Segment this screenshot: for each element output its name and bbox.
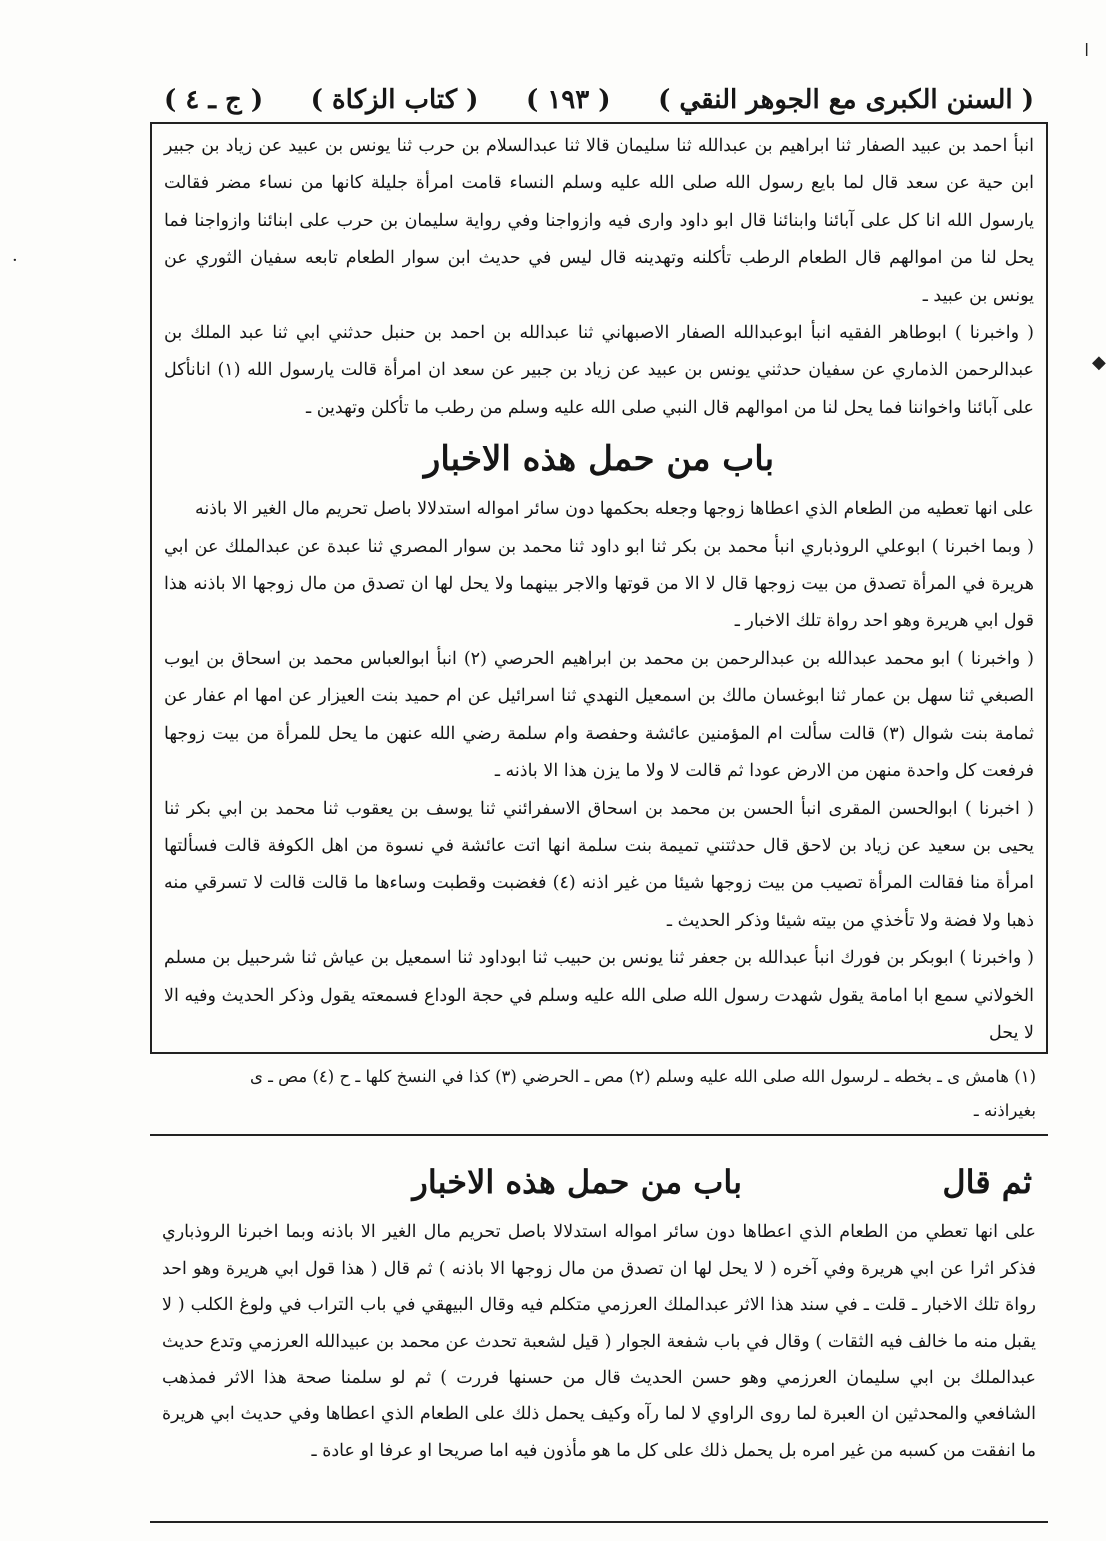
main-paragraph-7: ( واخبرنا ) ابوبكر بن فورك انبأ عبدالله بن جعفر ثنا يونس بن حبيب ثنا ابوداود ثنا اسمعيل بن عياش ثنا شرحبيل بن مسلم الخولاني سمع ابا امامة يقول شهدت رسول الله صلى الله عليه وسلم في حجة الوداع فسمعته يقول وذكر الحديث وفيه الا لا يحل bbox=[164, 948, 1034, 1043]
main-paragraph-6: ( اخبرنا ) ابوالحسن المقرى انبأ الحسن بن محمد بن اسحاق الاسفرائني ثنا يوسف بن يعقوب ثنا محمد بن ابي بكر ثنا يحيى بن سعيد عن زياد بن لاحق قال حدثتني تميمة بنت سلمة انها اتت عائشة في نسوة من اهل الكوفة قالت فسألتها امرأة منا فقالت المرأة تصيب من بيت زوجها شيئا من غير اذنه (٤) فغضبت وقطبت وساءها ما قالت قالت لا تسرقي منه ذهبا ولا فضة ولا تأخذي من بيته شيئا وذكر الحديث ـ bbox=[164, 798, 1035, 931]
chapter-heading: باب من حمل هذه الاخبار bbox=[423, 439, 775, 480]
page bbox=[150, 78, 1048, 1469]
commentary-section bbox=[150, 1150, 1048, 1469]
page-number: ( ١٩٣ ) bbox=[525, 85, 611, 115]
margin-mark-left: · bbox=[12, 250, 18, 271]
main-paragraph-5: ( واخبرنا ) ابو محمد عبدالله بن عبدالرحمن بن محمد بن ابراهيم الحرصي (٢) انبأ ابوالعباس محمد بن اسحاق بن ايوب الصبغي ثنا سهل بن عمار ثنا ابوغسان مالك بن اسمعيل النهدي ثنا اسرائيل عن ام حميد بنت العيزار عن امها ام عفار عن ثمامة بنت شوال (٣) قالت سألت ام المؤمنين عائشة وحفصة وام سلمة رضي الله عنهن ما يحل للمرأة من بيت زوجها فرفعت كل واحدة منهن من الارض عودا ثم قالت لا ولا ما يزن هذا الا باذنه ـ bbox=[164, 648, 1034, 782]
volume-number: ( ج ـ ٤ ) bbox=[164, 85, 264, 115]
running-head bbox=[150, 78, 1048, 122]
commentary-heading: باب من حمل هذه الاخبار bbox=[412, 1163, 742, 1202]
footnote-line-2: بغيراذنه ـ bbox=[973, 1101, 1036, 1121]
section-title: ( كتاب الزكاة ) bbox=[310, 85, 479, 115]
main-paragraph-2: ( واخبرنا ) ابوطاهر الفقيه انبأ ابوعبدالله الصفار الاصبهاني ثنا عبدالله بن احمد بن حنبل حدثني ابي ثنا عبد الملك بن عبدالرحمن الذماري عن سفيان حدثني يونس بن عبيد عن زياد بن جبير عن سعد ان امرأة قالت يارسول الله (١) انانأكل على آبائنا واخواننا فما يحل لنا من اموالهم قال النبي صلى الله عليه وسلم من رطب ما تأكلن وتهدين ـ bbox=[164, 323, 1034, 418]
main-paragraph-4: ( وبما اخبرنا ) ابوعلي الروذباري انبأ محمد بن بكر ثنا ابو داود ثنا محمد بن سوار المصري ثنا عبدة عن عبدالملك عن ابي هريرة في المرأة تصدق من بيت زوجها قال لا الا من قوتها والاجر بينهما ولا يحل لها ان تصدق من مال زوجها الا باذنه هذا قول ابي هريرة وهو احد رواة تلك الاخبار ـ bbox=[164, 536, 1034, 632]
main-paragraph-3: على انها تعطيه من الطعام الذي اعطاها زوجها وجعله بحكمها دون سائر امواله استدلالا باصل تحريم مال الغير الا باذنه bbox=[195, 499, 1034, 520]
main-text-box bbox=[150, 122, 1048, 1052]
commentary-qala: ثم قال bbox=[942, 1163, 1032, 1202]
margin-mark-middle: ◆ bbox=[1092, 352, 1106, 373]
commentary-divider bbox=[150, 1134, 1048, 1136]
footnotes bbox=[150, 1054, 1048, 1128]
commentary-paragraph: على انها تعطي من الطعام الذي اعطاها دون سائر امواله استدلالا باصل تحريم مال الغير الا باذنه وبما اخبرنا الروذباري فذكر اثرا عن ابي هريرة وفي آخره ( لا يحل لها ان تصدق من مال زوجها الا باذنه ) ثم قال ( هذا قول ابي هريرة وهو احد رواة تلك الاخبار ـ قلت ـ في سند هذا الاثر عبدالملك العرزمي متكلم فيه وقال البيهقي في باب التراب في ولوغ الكلب ( لا يقبل منه ما خالف فيه الثقات ) وقال في باب شفعة الجوار ( قيل لشعبة تحدث عن محمد بن عبيدالله العرزمي وتدع حديث عبدالملك بن ابي سليمان العرزمي وهو حسن الحديث قال من حسنها فررت ) ثم لو سلمنا صحة هذا الاثر فمذهب الشافعي والمحدثين ان العبرة لما روى الراوي لا لما رآه وكيف يحمل ذلك على الطعام الذي اعطاها وفي حديث ابي هريرة ما انفقت من كسبه من غير امره بل يحمل ذلك على كل ما هو مأذون فيه اما صريحا او عرفا او عادة ـ bbox=[162, 1222, 1036, 1461]
footnote-line-1: (١) هامش ى ـ بخطه ـ لرسول الله صلى الله عليه وسلم (٢) مص ـ الحرضي (٣) كذا في النسخ كلها ـ ح (٤) مص ـ ى bbox=[249, 1067, 1036, 1087]
commentary-header bbox=[162, 1150, 1036, 1214]
main-paragraph-1: انبأ احمد بن عبيد الصفار ثنا ابراهيم بن عبدالله ثنا سليمان قالا ثنا عبدالسلام بن حرب ثنا يونس بن عبيد عن زياد بن جبير ابن حية عن سعد قال لما بايع رسول الله صلى الله عليه وسلم النساء قامت امرأة جليلة كانها من نساء مضر فقالت يارسول الله انا كل على آبائنا وابنائنا قال ابو داود وارى فيه وازواجنا وفي رواية سليمان بن حرب على ابنائنا وازواجنا فما يحل لنا من اموالهم قال الطعام الرطب تأكلنه وتهدينه قال ليس في حديث ابن سوار الطعام تابعه سفيان الثوري عن يونس بن عبيد ـ bbox=[164, 136, 1034, 306]
book-title: ( السنن الكبرى مع الجوهر النقي ) bbox=[658, 85, 1034, 115]
margin-mark-top: ǀ bbox=[1084, 40, 1090, 61]
bottom-rule bbox=[150, 1521, 1048, 1523]
